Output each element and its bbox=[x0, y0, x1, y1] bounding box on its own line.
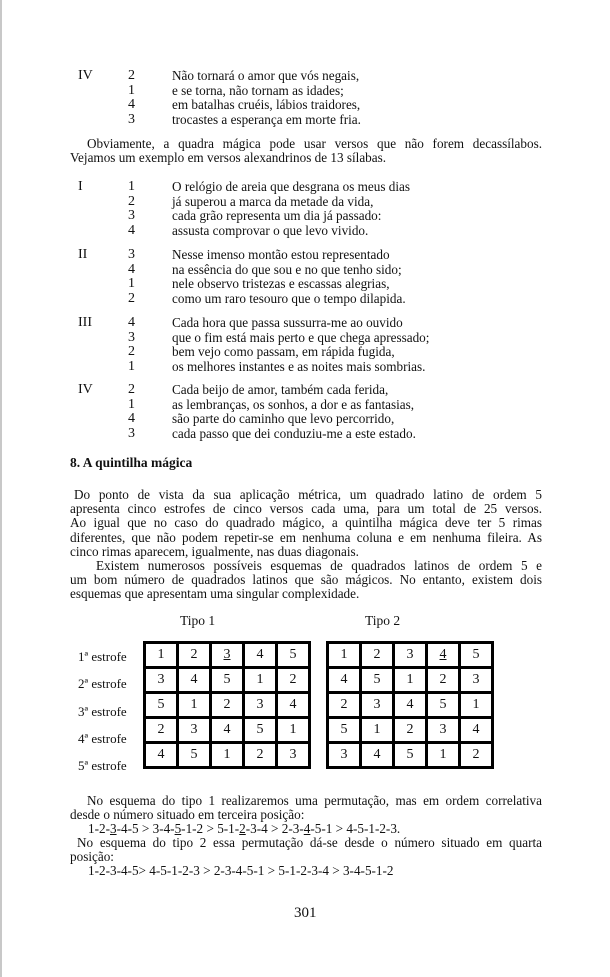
permutation-text: 5-1- bbox=[217, 821, 240, 836]
grid-cell: 1 bbox=[178, 693, 211, 718]
paragraph-line: cinco rimas aparecem, igualmente, nas duas diagonais. bbox=[70, 543, 359, 559]
verse-line bbox=[78, 263, 548, 278]
grid-cell: 1 bbox=[361, 718, 394, 743]
grid-row bbox=[145, 693, 310, 718]
rhyme-number: 2 bbox=[128, 193, 135, 209]
stanza-iii bbox=[78, 316, 548, 374]
grid-title-type2: Tipo 2 bbox=[365, 613, 401, 628]
verse-line bbox=[78, 316, 548, 331]
stanza-ii bbox=[78, 248, 548, 306]
grid-row bbox=[328, 743, 493, 768]
stanza-roman-numeral: I bbox=[78, 179, 83, 194]
paragraph-line: Ao igual que no caso do quadrado mágico, a quintilha mágica deve ter 5 rimas bbox=[70, 515, 542, 531]
grid-cell: 3 bbox=[460, 668, 493, 693]
row-label: 1ª estrofe bbox=[78, 649, 127, 664]
grid-cell: 1 bbox=[328, 643, 361, 668]
grid-cell: 3 bbox=[394, 643, 427, 668]
grid-title-type1: Tipo 1 bbox=[180, 613, 216, 628]
verse-text: Cada hora que passa sussurra-me ao ouvido bbox=[172, 315, 403, 330]
rhyme-number: 2 bbox=[128, 290, 135, 306]
permutation-text: -5-1 > bbox=[310, 821, 347, 836]
verse-line bbox=[78, 345, 548, 360]
grid-row bbox=[145, 743, 310, 768]
rhyme-number: 3 bbox=[128, 111, 135, 127]
grid-cell: 4 bbox=[145, 743, 178, 768]
stanza-top-iv bbox=[78, 69, 548, 127]
grid-cell: 4 bbox=[211, 718, 244, 743]
grid-cell: 1 bbox=[145, 643, 178, 668]
stanza-roman-numeral: III bbox=[78, 315, 92, 330]
rhyme-number: 3 bbox=[128, 425, 135, 441]
section-heading: 8. A quintilha mágica bbox=[70, 455, 193, 470]
verse-text: os melhores instantes e as noites mais sombrias. bbox=[172, 358, 426, 374]
verse-line bbox=[78, 209, 548, 224]
paragraph-line: diferentes, que não podem repetir-se em nenhuma coluna e em nenhuma fileira. As bbox=[70, 529, 542, 545]
grid-cell: 5 bbox=[427, 693, 460, 718]
grid-cell: 3 bbox=[244, 693, 277, 718]
grid-cell: 1 bbox=[460, 693, 493, 718]
permutation-pivot-digit: 2 bbox=[239, 821, 246, 836]
grid-cell: 4 bbox=[178, 668, 211, 693]
rhyme-number: 4 bbox=[128, 315, 135, 330]
grid-cell: 5 bbox=[394, 743, 427, 768]
verse-text: O relógio de areia que desgrana os meus dias bbox=[172, 179, 411, 194]
paragraph-line: posição: bbox=[70, 849, 114, 865]
grid-cell: 2 bbox=[178, 643, 211, 668]
verse-line bbox=[78, 360, 548, 375]
paragraph-line: Existem numerosos possíveis esquemas de quadrados latinos de ordem 5 e bbox=[96, 558, 542, 573]
verse-text: em batalhas cruéis, lábios traidores, bbox=[172, 97, 361, 112]
rhyme-number: 3 bbox=[128, 329, 135, 345]
grid-row bbox=[328, 643, 493, 668]
grid-cell: 5 bbox=[178, 743, 211, 768]
permutation-pivot-digit: 5 bbox=[174, 821, 182, 836]
verse-line bbox=[78, 113, 548, 128]
permutation-text: -3-4 > bbox=[245, 821, 282, 836]
grid-cell: 2 bbox=[427, 668, 460, 693]
permutation-text: 2-3- bbox=[281, 821, 304, 836]
verse-line bbox=[78, 69, 548, 84]
verse-text: nele observo tristezas e escassas alegrias, bbox=[172, 276, 390, 291]
grid-row bbox=[328, 718, 493, 743]
latin-square-type2 bbox=[326, 641, 494, 769]
verse-line bbox=[78, 248, 548, 263]
rhyme-number: 2 bbox=[128, 382, 135, 397]
verse-line bbox=[78, 412, 548, 427]
stanza-roman-numeral: II bbox=[78, 247, 88, 262]
grid-cell: 5 bbox=[211, 668, 244, 693]
grid-cell: 2 bbox=[394, 718, 427, 743]
row-label: 3ª estrofe bbox=[78, 704, 127, 719]
grid-row bbox=[328, 668, 493, 693]
verse-text: trocastes a esperança em morte fria. bbox=[172, 111, 361, 127]
verse-text: as lembranças, os sonhos, a dor e as fantasias, bbox=[172, 396, 415, 412]
verse-text: já superou a marca da metade da vida, bbox=[172, 193, 374, 209]
stanza-iv bbox=[78, 383, 548, 441]
verse-text: e se torna, não tornam as idades; bbox=[172, 82, 344, 98]
grid-row bbox=[328, 693, 493, 718]
row-label: 5ª estrofe bbox=[78, 758, 127, 773]
verse-line bbox=[78, 98, 548, 113]
verse-text: na essência do que sou e no que tenho sido; bbox=[172, 261, 402, 277]
grid-cell: 5 bbox=[277, 643, 310, 668]
rhyme-number: 4 bbox=[128, 97, 135, 112]
permutation-text: 3-4- bbox=[152, 821, 175, 836]
grid-cell: 2 bbox=[145, 718, 178, 743]
grid-cell: 2 bbox=[361, 643, 394, 668]
rhyme-number: 2 bbox=[128, 344, 135, 359]
permutation-pivot-digit: 4 bbox=[303, 821, 311, 836]
stanza-i bbox=[78, 180, 548, 238]
rhyme-number: 1 bbox=[128, 358, 135, 374]
grid-cell: 3 bbox=[211, 643, 244, 668]
rhyme-number: 4 bbox=[128, 261, 135, 277]
latin-square-type1 bbox=[143, 641, 311, 769]
verse-text: Cada beijo de amor, também cada ferida, bbox=[172, 382, 389, 397]
paragraph-line: No esquema do tipo 2 essa permutação dá-se desde o número situado em quarta bbox=[77, 835, 542, 850]
rhyme-number: 4 bbox=[128, 411, 135, 426]
grid-row bbox=[145, 668, 310, 693]
grid-cell: 5 bbox=[328, 718, 361, 743]
grid-cell: 1 bbox=[244, 668, 277, 693]
verse-text: bem vejo como passam, em rápida fugida, bbox=[172, 344, 395, 359]
rhyme-number: 1 bbox=[128, 82, 135, 98]
verse-line bbox=[78, 277, 548, 292]
grid-cell: 1 bbox=[394, 668, 427, 693]
page-edge bbox=[0, 0, 2, 977]
rhyme-number: 1 bbox=[128, 396, 135, 412]
permutation-text: 1-2- bbox=[88, 821, 110, 836]
verse-text: assusta comprovar o que levo vivido. bbox=[172, 222, 369, 238]
paragraph-line: Obviamente, a quadra mágica pode usar versos que não forem decassílabos. bbox=[87, 136, 542, 151]
verse-line bbox=[78, 331, 548, 346]
grid-cell: 1 bbox=[277, 718, 310, 743]
paragraph-line: Vejamos um exemplo em versos alexandrinos de 13 sílabas. bbox=[70, 150, 387, 166]
grid-cell: 2 bbox=[244, 743, 277, 768]
stanza-roman-numeral: IV bbox=[78, 382, 93, 397]
grid-cell: 5 bbox=[460, 643, 493, 668]
stanza-roman-numeral: IV bbox=[78, 68, 93, 83]
grid-cell: 5 bbox=[361, 668, 394, 693]
verse-line bbox=[78, 292, 548, 307]
grid-cell: 4 bbox=[277, 693, 310, 718]
grid-cell: 4 bbox=[460, 718, 493, 743]
paragraph-line: apresenta cinco estrofes de cinco versos cada uma, para um total de 25 versos. bbox=[70, 501, 542, 517]
verse-text: cada grão representa um dia já passado: bbox=[172, 208, 382, 223]
paragraph-line: Do ponto de vista da sua aplicação métrica, um quadrado latino de ordem 5 bbox=[74, 487, 542, 502]
permutation-text: 4-5-1-2-3. bbox=[346, 821, 401, 836]
grid-cell: 3 bbox=[361, 693, 394, 718]
rhyme-number: 3 bbox=[128, 208, 135, 223]
row-label: 2ª estrofe bbox=[78, 676, 127, 691]
verse-text: Nesse imenso montão estou representado bbox=[172, 247, 390, 262]
paragraph-line: No esquema do tipo 1 realizaremos uma permutação, mas em ordem correlativa bbox=[87, 793, 542, 808]
grid-cell: 5 bbox=[145, 693, 178, 718]
verse-line bbox=[78, 427, 548, 442]
grid-cell: 5 bbox=[244, 718, 277, 743]
permutation-pivot-digit: 3 bbox=[109, 821, 117, 836]
grid-cell: 4 bbox=[394, 693, 427, 718]
verse-line bbox=[78, 383, 548, 398]
verse-text: como um raro tesouro que o tempo dilapida. bbox=[172, 290, 406, 306]
grid-cell: 1 bbox=[211, 743, 244, 768]
paragraph-line: um bom número de quadrados latinos que são mágicos. No entanto, existem dois bbox=[70, 572, 542, 588]
grid-cell: 3 bbox=[328, 743, 361, 768]
rhyme-number: 2 bbox=[128, 68, 135, 83]
page-number: 301 bbox=[294, 905, 317, 921]
grid-cell: 4 bbox=[328, 668, 361, 693]
rhyme-number: 3 bbox=[128, 247, 135, 262]
grid-cell: 3 bbox=[145, 668, 178, 693]
verse-line bbox=[78, 224, 548, 239]
grid-cell: 4 bbox=[244, 643, 277, 668]
grid-cell: 2 bbox=[211, 693, 244, 718]
verse-text: que o fim está mais perto e que chega apressado; bbox=[172, 329, 430, 345]
verse-line bbox=[78, 398, 548, 413]
closing-paragraph-1 bbox=[70, 794, 542, 822]
intro-paragraph bbox=[70, 137, 542, 165]
section-paragraph-1 bbox=[70, 488, 542, 559]
section-paragraph-2 bbox=[70, 559, 542, 602]
rhyme-number: 1 bbox=[128, 179, 135, 194]
closing-paragraph-2 bbox=[70, 836, 542, 864]
verse-text: Não tornará o amor que vós negais, bbox=[172, 68, 360, 83]
verse-line bbox=[78, 84, 548, 99]
grid-cell: 3 bbox=[427, 718, 460, 743]
verse-text: cada passo que dei conduziu-me a este estado. bbox=[172, 425, 416, 441]
grid-cell: 3 bbox=[178, 718, 211, 743]
grid-cell: 4 bbox=[427, 643, 460, 668]
grid-cell: 2 bbox=[328, 693, 361, 718]
paragraph-line: desde o número situado em terceira posição: bbox=[70, 807, 305, 823]
grid-row bbox=[145, 718, 310, 743]
permutation-text: -1-2 > bbox=[181, 821, 218, 836]
permutation-text: -4-5 > bbox=[116, 821, 153, 836]
grid-cell: 3 bbox=[277, 743, 310, 768]
verse-line bbox=[78, 180, 548, 195]
permutation-sequence-type2: 1-2-3-4-5> 4-5-1-2-3 > 2-3-4-5-1 > 5-1-2-3-4 > 3-4-5-1-2 bbox=[88, 863, 394, 878]
grid-row bbox=[145, 643, 310, 668]
grid-cell: 2 bbox=[460, 743, 493, 768]
rhyme-number: 4 bbox=[128, 222, 135, 238]
paragraph-line: esquemas que apresentam uma singular complexidade. bbox=[70, 586, 360, 602]
rhyme-number: 1 bbox=[128, 276, 135, 291]
verse-line bbox=[78, 195, 548, 210]
grid-cell: 4 bbox=[361, 743, 394, 768]
verse-text: são parte do caminho que levo percorrido, bbox=[172, 411, 395, 426]
row-label: 4ª estrofe bbox=[78, 731, 127, 746]
grid-cell: 1 bbox=[427, 743, 460, 768]
grid-cell: 2 bbox=[277, 668, 310, 693]
